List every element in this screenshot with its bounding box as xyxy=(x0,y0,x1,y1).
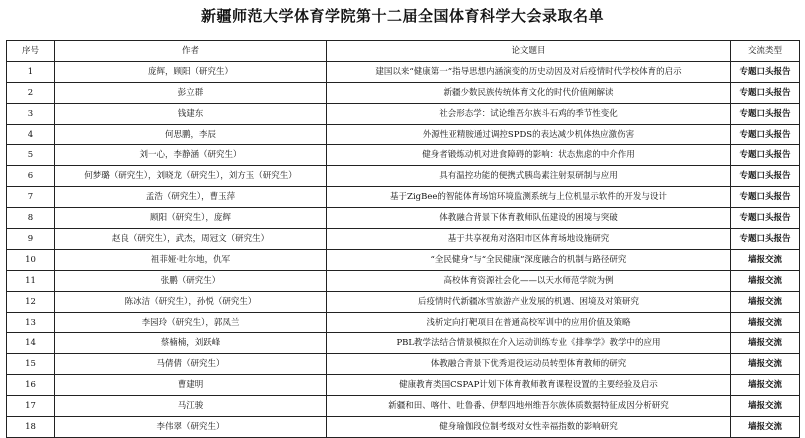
row-paper-cell: 外源性亚精胺通过调控SPDS的表达减少机体热应激伤害 xyxy=(327,124,731,145)
row-type-cell: 墙报交流 xyxy=(731,333,800,354)
document-title: 新疆师范大学体育学院第十二届全国体育科学大会录取名单 xyxy=(200,7,604,25)
row-index-cell: 14 xyxy=(7,333,55,354)
table-row xyxy=(7,187,800,208)
row-type-cell: 墙报交流 xyxy=(731,354,800,375)
row-index-cell: 12 xyxy=(7,291,55,312)
row-type-cell: 专题口头报告 xyxy=(731,187,800,208)
row-paper-cell: 建国以来“健康第一”指导思想内涵演变的历史动因及对后疫情时代学校体育的启示 xyxy=(327,61,731,82)
row-paper-cell: 体教融合背景下体育教师队伍建设的困境与突破 xyxy=(327,208,731,229)
row-paper-cell: 基于ZigBee的智能体育场馆环境监测系统与上位机显示软件的开发与设计 xyxy=(327,187,731,208)
row-index-cell: 9 xyxy=(7,229,55,250)
row-index-cell: 7 xyxy=(7,187,55,208)
row-paper-cell: 新疆少数民族传统体育文化的时代价值阐解读 xyxy=(327,82,731,103)
row-type-cell: 专题口头报告 xyxy=(731,166,800,187)
row-paper-cell: 后疫情时代新疆冰雪旅游产业发展的机遇、困境及对策研究 xyxy=(327,291,731,312)
table-row xyxy=(7,229,800,250)
row-index-cell: 1 xyxy=(7,61,55,82)
row-type-cell: 专题口头报告 xyxy=(731,208,800,229)
table-row xyxy=(7,291,800,312)
table-row xyxy=(7,312,800,333)
row-author-cell: 祖菲娅·吐尔地，仇军 xyxy=(55,249,327,270)
row-index-cell: 4 xyxy=(7,124,55,145)
row-type-cell: 墙报交流 xyxy=(731,312,800,333)
table-row xyxy=(7,208,800,229)
row-paper-cell: 具有温控功能的便携式胰岛素注射泵研制与应用 xyxy=(327,166,731,187)
row-paper-cell: 体教融合背景下优秀退役运动员转型体育教师的研究 xyxy=(327,354,731,375)
table-body xyxy=(7,61,800,437)
row-type-cell: 墙报交流 xyxy=(731,249,800,270)
header-row xyxy=(7,41,800,62)
row-index-cell: 15 xyxy=(7,354,55,375)
row-author-cell: 陈冰洁（研究生），孙悦（研究生） xyxy=(55,291,327,312)
row-author-cell: 马倩倩（研究生） xyxy=(55,354,327,375)
row-paper-cell: 健身者锻炼动机对进食障碍的影响：状态焦虑的中介作用 xyxy=(327,145,731,166)
row-paper-cell: 高校体育资源社会化——以天水师范学院为例 xyxy=(327,270,731,291)
header-paper: 论文题目 xyxy=(327,41,731,62)
row-author-cell: 刘一心，李静涵（研究生） xyxy=(55,145,327,166)
row-author-cell: 钱建东 xyxy=(55,103,327,124)
row-type-cell: 专题口头报告 xyxy=(731,124,800,145)
row-author-cell: 顾阳（研究生），庞辉 xyxy=(55,208,327,229)
row-type-cell: 墙报交流 xyxy=(731,417,800,438)
table-row xyxy=(7,82,800,103)
header-author: 作者 xyxy=(55,41,327,62)
row-author-cell: 李伟翠（研究生） xyxy=(55,417,327,438)
row-paper-cell: 健身瑜伽段位制考级对女性幸福指数的影响研究 xyxy=(327,417,731,438)
row-index-cell: 16 xyxy=(7,375,55,396)
row-paper-cell: 健康教育类国CSPAP计划下体育教师教育课程设置的主要经验及启示 xyxy=(327,375,731,396)
row-author-cell: 何梦璐（研究生），刘晓龙（研究生），刘方玉（研究生） xyxy=(55,166,327,187)
row-paper-cell: 基于共享视角对洛阳市区体育场地设施研究 xyxy=(327,229,731,250)
table-row xyxy=(7,270,800,291)
row-type-cell: 专题口头报告 xyxy=(731,229,800,250)
row-author-cell: 孟浩（研究生），曹玉萍 xyxy=(55,187,327,208)
row-author-cell: 彭立群 xyxy=(55,82,327,103)
row-type-cell: 墙报交流 xyxy=(731,375,800,396)
row-author-cell: 李园玲（研究生），郭凤兰 xyxy=(55,312,327,333)
row-paper-cell: 社会形态学：试论维吾尔族斗石鸡的季节性变化 xyxy=(327,103,731,124)
row-author-cell: 张鹏（研究生） xyxy=(55,270,327,291)
header-index: 序号 xyxy=(7,41,55,62)
table-row xyxy=(7,145,800,166)
row-index-cell: 5 xyxy=(7,145,55,166)
row-author-cell: 马江骏 xyxy=(55,396,327,417)
row-paper-cell: “全民健身”与“全民健康”深度融合的机制与路径研究 xyxy=(327,249,731,270)
row-index-cell: 13 xyxy=(7,312,55,333)
table-row xyxy=(7,249,800,270)
row-author-cell: 庞辉，顾阳（研究生） xyxy=(55,61,327,82)
row-type-cell: 专题口头报告 xyxy=(731,103,800,124)
row-index-cell: 2 xyxy=(7,82,55,103)
table-row xyxy=(7,103,800,124)
row-author-cell: 蔡楠楠，刘跃峰 xyxy=(55,333,327,354)
row-author-cell: 赵良（研究生），武杰，周冠文（研究生） xyxy=(55,229,327,250)
row-author-cell: 何思鹏，李辰 xyxy=(55,124,327,145)
row-type-cell: 专题口头报告 xyxy=(731,82,800,103)
row-paper-cell: 浅析定向打靶项目在普通高校军训中的应用价值及策略 xyxy=(327,312,731,333)
header-type: 交流类型 xyxy=(731,41,800,62)
table-row xyxy=(7,417,800,438)
row-author-cell: 曹建明 xyxy=(55,375,327,396)
row-index-cell: 18 xyxy=(7,417,55,438)
row-type-cell: 墙报交流 xyxy=(731,396,800,417)
table-row xyxy=(7,61,800,82)
admission-table xyxy=(6,40,800,438)
row-type-cell: 墙报交流 xyxy=(731,291,800,312)
table-row xyxy=(7,354,800,375)
row-index-cell: 3 xyxy=(7,103,55,124)
table-row xyxy=(7,166,800,187)
row-type-cell: 墙报交流 xyxy=(731,270,800,291)
row-paper-cell: 新疆和田、喀什、吐鲁番、伊犁四地州维吾尔族体质数据特征成因分析研究 xyxy=(327,396,731,417)
table-row xyxy=(7,396,800,417)
row-index-cell: 17 xyxy=(7,396,55,417)
table-row xyxy=(7,375,800,396)
row-index-cell: 6 xyxy=(7,166,55,187)
table-row xyxy=(7,124,800,145)
row-type-cell: 专题口头报告 xyxy=(731,61,800,82)
row-type-cell: 专题口头报告 xyxy=(731,145,800,166)
row-index-cell: 8 xyxy=(7,208,55,229)
row-index-cell: 10 xyxy=(7,249,55,270)
table-row xyxy=(7,333,800,354)
row-index-cell: 11 xyxy=(7,270,55,291)
row-paper-cell: PBL教学法结合情景模拟在介入运动训练专业《排拳学》教学中的应用 xyxy=(327,333,731,354)
